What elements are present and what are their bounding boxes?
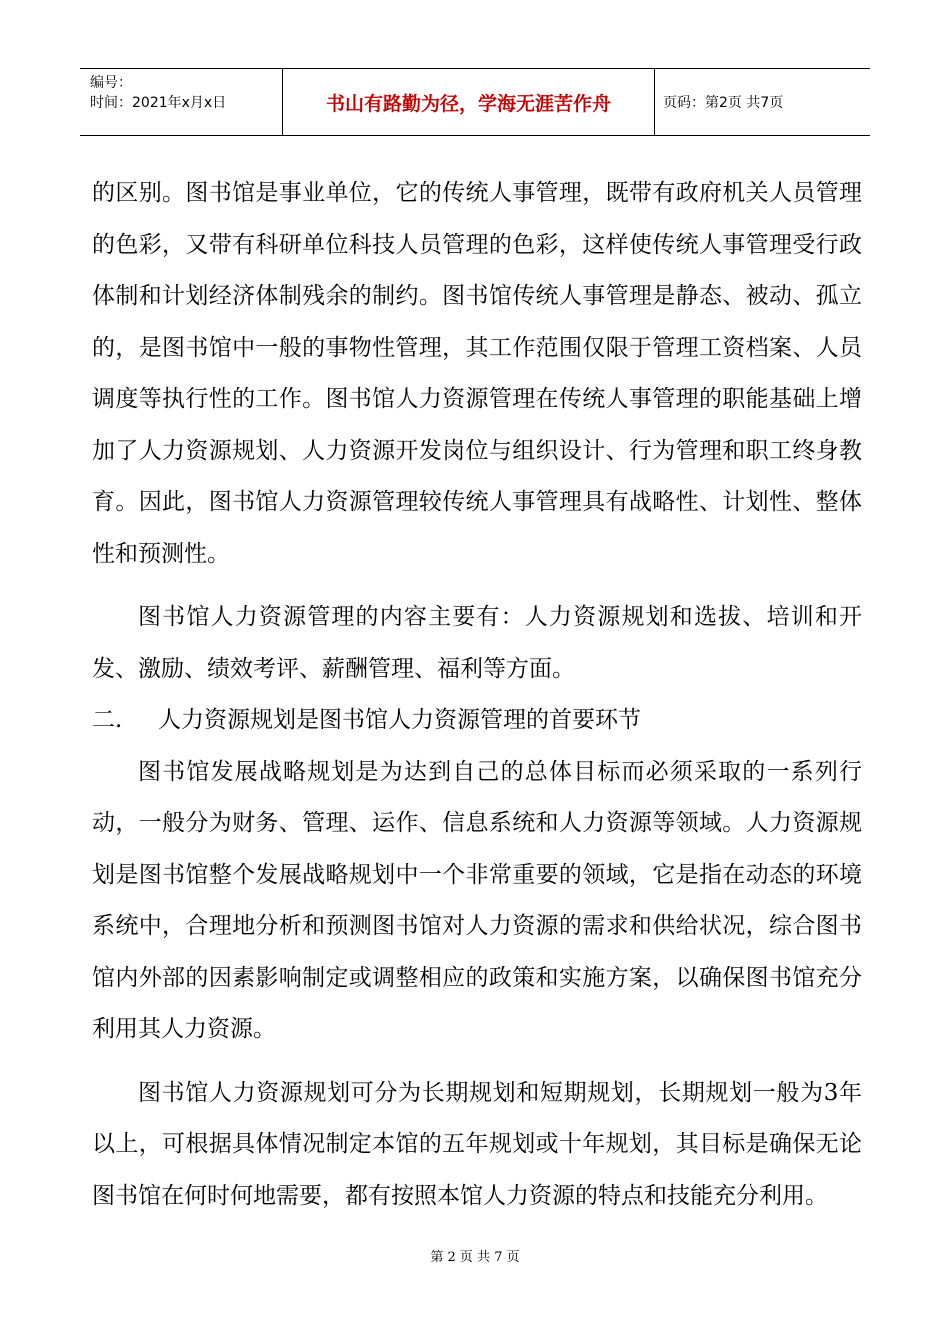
paragraph-4: 图书馆人力资源规划可分为长期规划和短期规划，长期规划一般为3年以上，可根据具体情况制定本馆的五年规划或十年规划，其目标是确保无论图书馆在何时何地需要，都有按照本馆人力资源的特点和技能充分利用。	[92, 1079, 862, 1209]
section-heading	[92, 695, 862, 747]
time-label: 时间：2021年x月x日	[90, 95, 227, 111]
paragraph-1: 的区别。图书馆是事业单位，它的传统人事管理，既带有政府机关人员管理的色彩，又带有科研单位科技人员管理的色彩，这样使传统人事管理受行政体制和计划经济体制残余的制约。图书馆传统人事管理是静态、被动、孤立的，是图书馆中一般的事物性管理，其工作范围仅限于管理工资档案、人员调度等执行性的工作。图书馆人力资源管理在传统人事管理的职能基础上增加了人力资源规划、人力资源开发岗位与组织设计、行为管理和职工终身教育。因此，图书馆人力资源管理较传统人事管理具有战略性、计划性、整体性和预测性。	[92, 180, 862, 567]
header-page	[655, 69, 870, 135]
document-body	[92, 168, 862, 1222]
motto-text: 书山有路勤为径，学海无涯苦作舟	[325, 92, 611, 115]
footer-page-number: 第 2 页 共 7 页	[430, 1250, 520, 1265]
page-label: 页码：第2页 共7页	[663, 95, 784, 111]
document-header	[80, 68, 870, 136]
paragraph-3: 图书馆发展战略规划是为达到自己的总体目标而必须采取的一系列行动，一般分为财务、管理、运作、信息系统和人力资源等领域。人力资源规划是图书馆整个发展战略规划中一个非常重要的领域，它是指在动态的环境系统中，合理地分析和预测图书馆对人力资源的需求和供给状况，综合图书馆内外部的因素影响制定或调整相应的政策和实施方案，以确保图书馆充分利用其人力资源。	[92, 758, 862, 1042]
section-title: 人力资源规划是图书馆人力资源管理的首要环节	[158, 707, 641, 733]
number-label: 编号：	[90, 75, 132, 91]
paragraph-2: 图书馆人力资源管理的内容主要有：人力资源规划和选拔、培训和开发、激励、绩效考评、薪酬管理、福利等方面。	[92, 604, 862, 682]
page-footer	[0, 1246, 950, 1265]
header-meta	[80, 69, 282, 135]
header-motto	[282, 69, 655, 135]
section-number: 二.	[92, 707, 123, 733]
